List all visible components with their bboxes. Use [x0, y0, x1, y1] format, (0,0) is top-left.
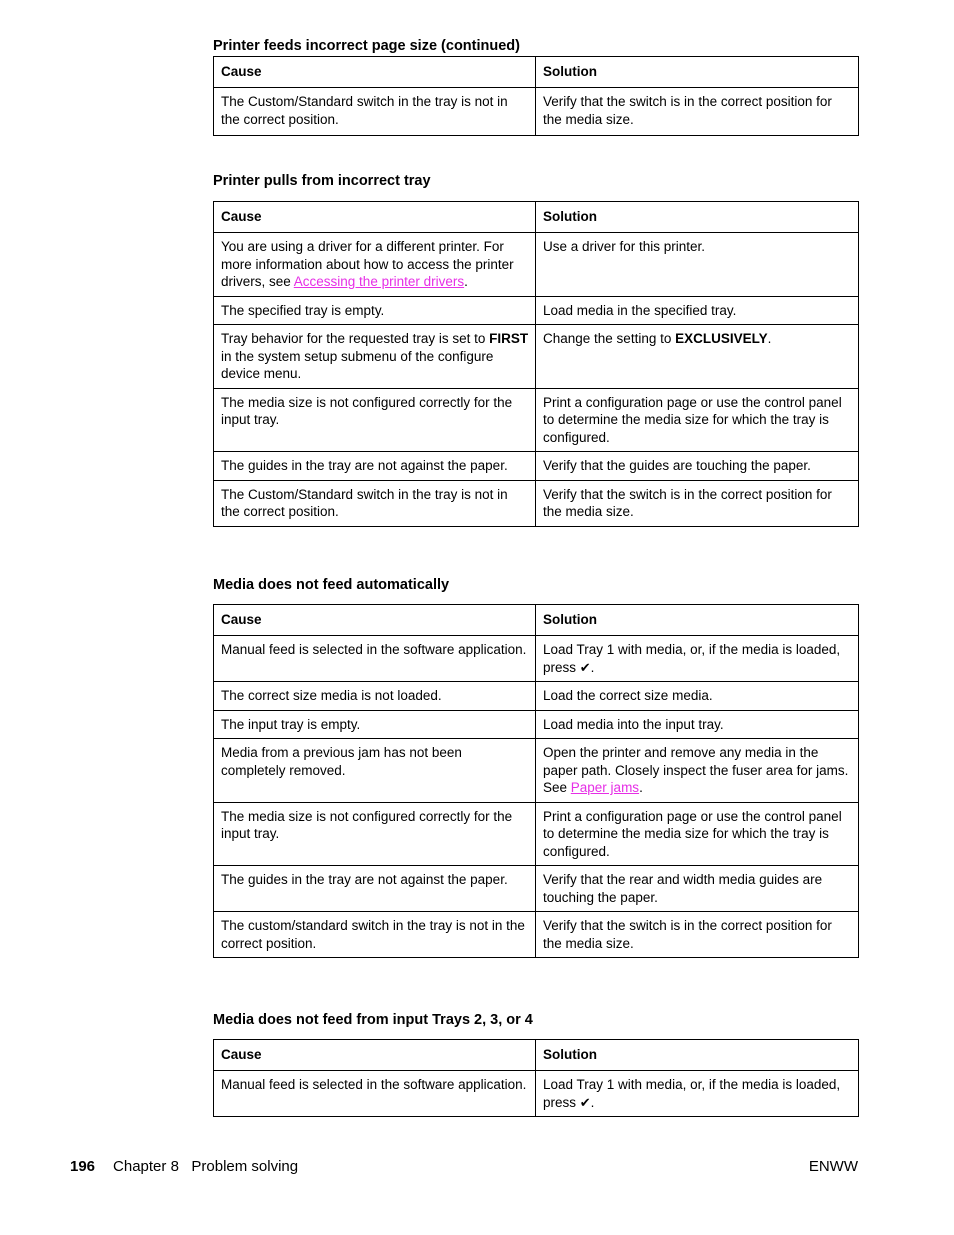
- solution-cell: [536, 636, 859, 682]
- footer-right-label: ENWW: [808, 1158, 858, 1175]
- chapter-label: Chapter 8 Problem solving: [113, 1158, 299, 1175]
- solution-header: Solution: [536, 57, 859, 88]
- page-number: 196: [70, 1158, 96, 1175]
- cause-text: You are using a driver for a different printer. For more information about how to access the printer drivers, see: [221, 239, 514, 289]
- troubleshooting-table: [213, 1039, 859, 1117]
- solution-text-end: .: [590, 1094, 595, 1110]
- solution-bold-text: EXCLUSIVELY: [675, 331, 768, 346]
- table-row: [214, 710, 859, 739]
- troubleshooting-table: [213, 604, 859, 958]
- section-incorrect-tray: [213, 172, 858, 527]
- table-row: [214, 739, 859, 803]
- table-row: [214, 233, 859, 297]
- solution-cell: [536, 1071, 859, 1117]
- table-row: [214, 88, 859, 136]
- cause-cell: The custom/standard switch in the tray is not in the correct position.: [214, 912, 536, 958]
- solution-cell: Load media in the specified tray.: [536, 296, 859, 325]
- solution-header: Solution: [536, 605, 859, 636]
- solution-cell: Verify that the rear and width media guides are touching the paper.: [536, 866, 859, 912]
- section-title: Printer feeds incorrect page size (continued): [213, 38, 520, 54]
- cause-cell: The input tray is empty.: [214, 710, 536, 739]
- cause-cell: Manual feed is selected in the software application.: [214, 1071, 536, 1117]
- solution-cell: Use a driver for this printer.: [536, 233, 859, 297]
- solution-text-end: .: [767, 331, 772, 346]
- section-incorrect-page-size: [213, 37, 858, 136]
- section-title: Media does not feed from input Trays 2, 3, or 4: [213, 1012, 533, 1028]
- table-row: [214, 452, 859, 481]
- cause-cell: The correct size media is not loaded.: [214, 682, 536, 711]
- solution-header: Solution: [536, 1040, 859, 1071]
- solution-cell: Print a configuration page or use the control panel to determine the media size for which the tray is configured.: [536, 802, 859, 866]
- solution-cell: Load the correct size media.: [536, 682, 859, 711]
- solution-cell: Verify that the switch is in the correct position for the media size.: [536, 88, 859, 136]
- table-row: [214, 682, 859, 711]
- cause-text-end: in the system setup submenu of the configure device menu.: [221, 348, 494, 381]
- table-row: [214, 912, 859, 958]
- solution-text-end: .: [639, 780, 643, 795]
- solution-text: Open the printer and remove any media in the paper path. Closely inspect the fuser area for jams. See: [543, 745, 849, 795]
- cause-cell: The media size is not configured correctly for the input tray.: [214, 802, 536, 866]
- troubleshooting-table: [213, 201, 859, 527]
- cause-cell: The Custom/Standard switch in the tray is not in the correct position.: [214, 88, 536, 136]
- accessing-printer-drivers-link[interactable]: Accessing the printer drivers: [293, 274, 465, 289]
- table-row: [214, 866, 859, 912]
- solution-cell: Print a configuration page or use the control panel to determine the media size for which the tray is configured.: [536, 388, 859, 452]
- solution-header: Solution: [536, 202, 859, 233]
- cause-header: Cause: [214, 202, 536, 233]
- cause-header: Cause: [214, 1040, 536, 1071]
- table-row: [214, 480, 859, 526]
- table-row: [214, 296, 859, 325]
- solution-cell: [536, 739, 859, 803]
- cause-cell: Manual feed is selected in the software application.: [214, 636, 536, 682]
- cause-cell: The guides in the tray are not against the paper.: [214, 866, 536, 912]
- table-row: [214, 325, 859, 389]
- section-trays-2-3-4: [213, 1011, 858, 1117]
- section-no-auto-feed: [213, 576, 858, 958]
- cause-cell: [214, 325, 536, 389]
- table-row: [214, 802, 859, 866]
- table-header-row: [214, 202, 859, 233]
- table-row: [214, 1071, 859, 1117]
- troubleshooting-table: [213, 56, 859, 136]
- table-row: [214, 636, 859, 682]
- page-footer: [70, 1158, 858, 1176]
- cause-header: Cause: [214, 57, 536, 88]
- cause-cell: The specified tray is empty.: [214, 296, 536, 325]
- cause-text: Tray behavior for the requested tray is set to: [221, 331, 490, 346]
- cause-header: Cause: [214, 605, 536, 636]
- solution-text: Change the setting to: [543, 331, 676, 346]
- cause-cell: Media from a previous jam has not been completely removed.: [214, 739, 536, 803]
- cause-text-end: .: [464, 274, 468, 289]
- paper-jams-link[interactable]: Paper jams: [570, 780, 640, 795]
- table-header-row: [214, 1040, 859, 1071]
- section-title: Media does not feed automatically: [213, 577, 450, 593]
- solution-text: Load Tray 1 with media, or, if the media is loaded, press: [543, 642, 841, 675]
- solution-cell: Verify that the switch is in the correct position for the media size.: [536, 480, 859, 526]
- solution-cell: Verify that the switch is in the correct position for the media size.: [536, 912, 859, 958]
- table-header-row: [214, 605, 859, 636]
- solution-cell: Verify that the guides are touching the paper.: [536, 452, 859, 481]
- solution-cell: Load media into the input tray.: [536, 710, 859, 739]
- cause-cell: [214, 233, 536, 297]
- checkmark-icon: ✔: [579, 1094, 591, 1110]
- checkmark-icon: ✔: [579, 659, 591, 675]
- cause-cell: The Custom/Standard switch in the tray is not in the correct position.: [214, 480, 536, 526]
- solution-text: Load Tray 1 with media, or, if the media is loaded, press: [543, 1077, 841, 1110]
- solution-text-end: .: [590, 659, 595, 675]
- solution-cell: [536, 325, 859, 389]
- table-row: [214, 388, 859, 452]
- cause-bold-text: FIRST: [489, 331, 529, 346]
- cause-cell: The media size is not configured correctly for the input tray.: [214, 388, 536, 452]
- cause-cell: The guides in the tray are not against the paper.: [214, 452, 536, 481]
- table-header-row: [214, 57, 859, 88]
- section-title: Printer pulls from incorrect tray: [213, 173, 431, 189]
